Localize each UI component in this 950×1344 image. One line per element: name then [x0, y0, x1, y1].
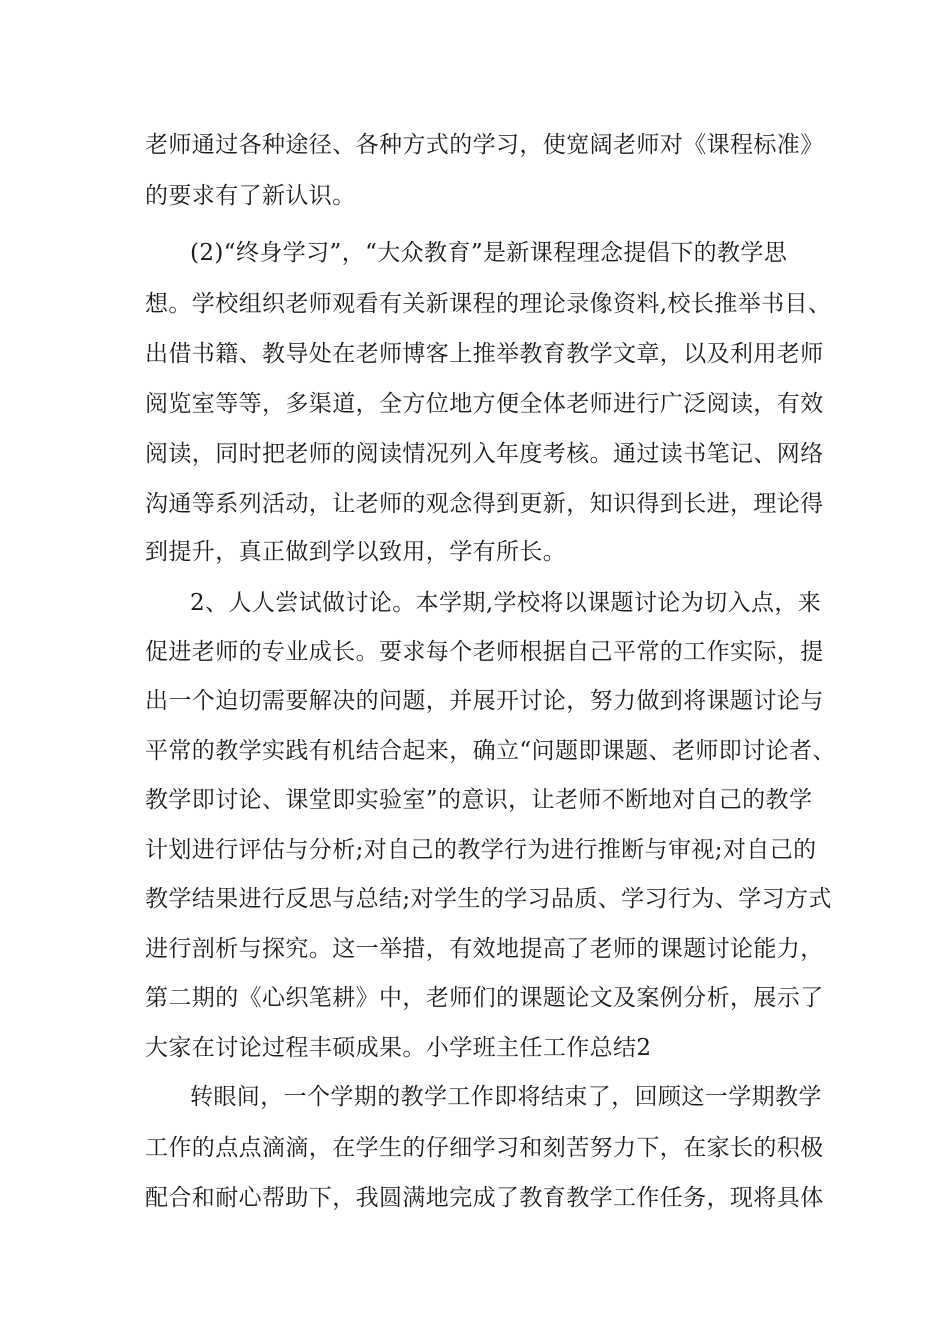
text-line: 进行剖析与探究。这一举措，有效地提高了老师的课题讨论能力，: [145, 936, 824, 962]
text-line: 教学结果进行反思与总结;对学生的学习品质、学习行为、学习方式: [145, 886, 832, 912]
text-line: 第二期的《心织笔耕》中，老师们的课题论文及案例分析，展示了: [145, 985, 824, 1011]
text-line: 平常的教学实践有机结合起来，确立“问题即课题、老师即讨论者、: [145, 738, 836, 764]
text-line: 计划进行评估与分析;对自己的教学行为进行推断与审视;对自己的: [145, 837, 817, 863]
text-line: 工作的点点滴滴，在学生的仔细学习和刻苦努力下，在家长的积极: [145, 1135, 824, 1161]
text-line: 促进老师的专业成长。要求每个老师根据自己平常的工作实际，提: [145, 639, 824, 665]
text-line: 配合和耐心帮助下，我圆满地完成了教育教学工作任务，现将具体: [145, 1185, 824, 1211]
text-line: 出一个迫切需要解决的问题，并展开讨论，努力做到将课题讨论与: [145, 688, 824, 714]
text-line: 沟通等系列活动，让老师的观念得到更新，知识得到长进，理论得: [145, 491, 824, 517]
text-line: 到提升，真正做到学以致用，学有所长。: [145, 539, 567, 565]
paragraph-first-line: (2)“终身学习”，“大众教育”是新课程理念提倡下的教学思: [190, 240, 788, 266]
text-line: 出借书籍、教导处在老师博客上推举教育教学文章，以及利用老师: [145, 341, 824, 367]
text-line: 的要求有了新认识。: [145, 183, 356, 209]
text-line: 阅览室等等，多渠道，全方位地方便全体老师进行广泛阅读，有效: [145, 391, 824, 417]
text-line: 老师通过各种途径、各种方式的学习，使宽阔老师对《课程标准》: [145, 132, 824, 158]
text-line: 想。学校组织老师观看有关新课程的理论录像资料,校长推举书目、: [145, 291, 832, 317]
text-line: 大家在讨论过程丰硕成果。小学班主任工作总结2: [145, 1035, 652, 1061]
paragraph-first-line: 转眼间，一个学期的教学工作即将结束了，回顾这一学期教学: [190, 1084, 822, 1110]
paragraph-first-line: 2、人人尝试做讨论。本学期,学校将以课题讨论为切入点，来: [190, 590, 822, 616]
text-line: 教学即讨论、课堂即实验室”的意识，让老师不断地对自己的教学: [145, 787, 813, 813]
text-line: 阅读，同时把老师的阅读情况列入年度考核。通过读书笔记、网络: [145, 441, 824, 467]
